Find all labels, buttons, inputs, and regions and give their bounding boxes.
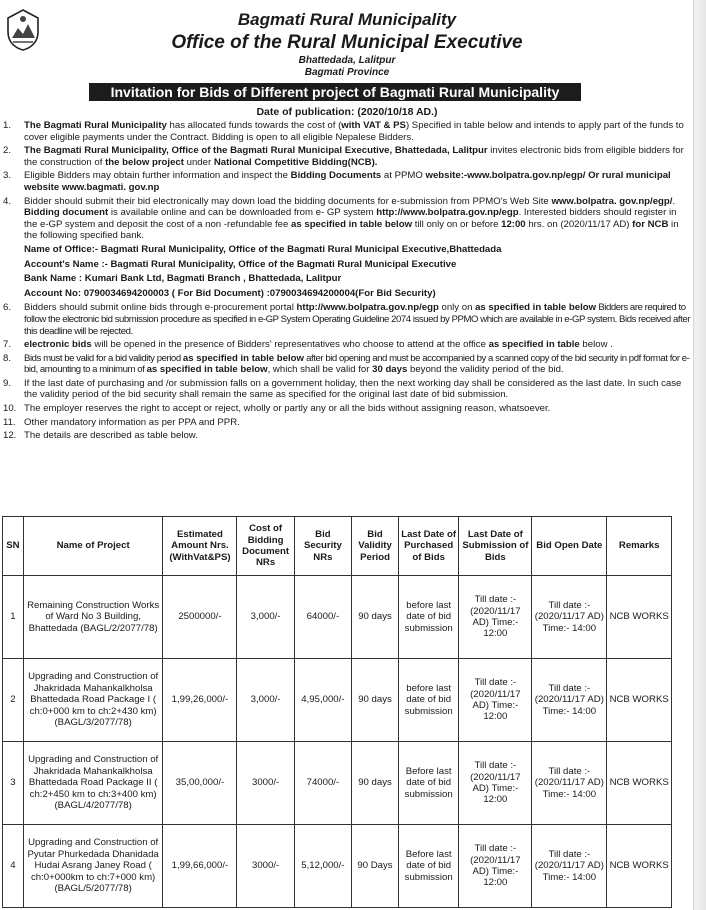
- item-text: below .: [579, 339, 613, 351]
- item-text: beyond the validity period of the bid.: [407, 364, 564, 376]
- table-cell: NCB WORKS: [607, 576, 672, 659]
- column-header: Bid Validity Period: [352, 517, 399, 576]
- column-header: Bid Open Date: [532, 517, 607, 576]
- item-text: electronic bids: [24, 339, 92, 351]
- notice-item: [0, 120, 690, 143]
- item-number: 12.: [3, 430, 17, 442]
- item-text: Bidders are required to follow the electronic bid submission procedure as specified in e-GP System Operating Guideline 2074 issued by PPMO which are available in e-GP system. Bids received after this deadline will be rejected.: [24, 302, 690, 337]
- table-cell: 1,99,26,000/-: [163, 659, 237, 742]
- item-number: 9.: [3, 377, 12, 389]
- column-header: Bid Security NRs: [294, 517, 351, 576]
- bank-info-line: Bank Name : Kumari Bank Ltd, Bagmati Branch , Bhattedada, Lalitpur: [24, 273, 342, 285]
- table-cell: Upgrading and Construction of Jhakridada Mahankalkholsa Bhattedada Road Package I ( ch:0+000 km to ch:2+430 km) (BAGL/3/2077/78): [23, 659, 163, 742]
- table-cell: 35,00,000/-: [163, 742, 237, 825]
- page-edge: [693, 0, 706, 910]
- item-text: as specified in table below: [146, 364, 268, 376]
- table-cell: NCB WORKS: [607, 742, 672, 825]
- item-number: 8.: [3, 352, 12, 364]
- table-cell: 3,000/-: [237, 659, 294, 742]
- notice-item: [0, 378, 690, 401]
- table-cell: Before last date of bid submission: [398, 825, 458, 908]
- column-header: Estimated Amount Nrs. (WithVat&PS): [163, 517, 237, 576]
- item-text: in the following specified bank.: [24, 218, 679, 242]
- item-text: as specified in table below: [182, 352, 304, 364]
- item-text: http://www.bolpatra.gov.np/egp: [296, 302, 439, 314]
- bank-info-line: Account's Name :- Bagmati Rural Municipality, Office of the Bagmati Rural Municipal Executive: [24, 258, 457, 270]
- table-cell: Till date :- (2020/11/17 AD) Time:- 12:00: [459, 576, 532, 659]
- item-text: ) Specified in table below and intends to apply part of the funds to cover eligible payments under the Contract. Bidding is open to all eligible Nepalese Bidders.: [24, 120, 684, 143]
- table-cell: Till date :- (2020/11/17 AD) Time:- 14:00: [532, 576, 607, 659]
- item-text: under: [183, 156, 214, 168]
- table-row: [3, 825, 672, 908]
- item-text: www.bolpatra. gov.np/egp/: [551, 195, 673, 207]
- table-cell: 90 days: [352, 742, 399, 825]
- table-cell: NCB WORKS: [607, 825, 672, 908]
- item-text: . Interested bidders should register in the e-GP system and deposit the cost of a non -refundable fee: [24, 207, 677, 230]
- item-text: Other mandatory information as per PPA and PPR.: [24, 416, 240, 428]
- notice-item: [0, 170, 690, 193]
- item-text: is available online and can be downloaded from e- GP system: [108, 207, 377, 219]
- item-text: Bids must be valid for a bid validity period: [24, 352, 183, 364]
- item-text: as specified in table: [488, 339, 580, 351]
- column-header: Remarks: [607, 517, 672, 576]
- table-cell: 1,99,66,000/-: [163, 825, 237, 908]
- notice-item: [0, 339, 690, 351]
- item-number: 11.: [3, 416, 16, 428]
- bank-info-line: Name of Office:- Bagmati Rural Municipality, Office of the Bagmati Rural Municipal Executive,Bhattedada: [24, 243, 502, 255]
- item-text: 12:00: [501, 218, 526, 230]
- item-text: 30 days: [372, 364, 408, 376]
- item-text: invites electronic bids from eligible bidders for the construction of: [24, 145, 684, 168]
- item-text: the below project: [105, 156, 184, 168]
- item-text: as specified in table below: [291, 218, 413, 230]
- item-text: The Bagmati Rural Municipality: [24, 120, 167, 131]
- notice-item: [0, 430, 690, 442]
- column-header: SN: [3, 517, 24, 576]
- table-cell: Upgrading and Construction of Jhakridada Mahankalkholsa Bhattedada Road Package II ( ch:2+450 km to ch:3+400 km) (BAGL/4/2077/78): [23, 742, 163, 825]
- column-header: Name of Project: [23, 517, 163, 576]
- table-cell: 74000/-: [294, 742, 351, 825]
- office-location: Bhattedada, Lalitpur: [298, 55, 396, 66]
- item-text: .: [672, 195, 676, 207]
- table-cell: 3000/-: [237, 742, 294, 825]
- table-cell: 90 days: [352, 659, 399, 742]
- table-cell: 64000/-: [294, 576, 351, 659]
- notice-item: [0, 353, 690, 376]
- table-cell: Till date :- (2020/11/17 AD) Time:- 12:00: [459, 825, 532, 908]
- table-header-row: [3, 517, 672, 576]
- table-cell: Till date :- (2020/11/17 AD) Time:- 12:00: [459, 742, 532, 825]
- item-text: only on: [438, 302, 476, 314]
- table-cell: Before last date of bid submission: [398, 742, 458, 825]
- table-cell: 2: [3, 659, 24, 742]
- column-header: Last Date of Submission of Bids: [459, 517, 532, 576]
- item-text: If the last date of purchasing and /or submission falls on a government holiday, then the next working day shall be considered as the last date. In such case the validity period of the bid security shall remain the same as specified for the original last date of bid submission.: [24, 377, 682, 401]
- item-text: Bidding Documents: [290, 170, 382, 182]
- table-cell: 4: [3, 825, 24, 908]
- item-number: 4.: [3, 195, 12, 207]
- notice-header: [0, 0, 694, 80]
- notice-item: [0, 403, 690, 415]
- table-cell: 1: [3, 576, 24, 659]
- table-row: [3, 659, 672, 742]
- item-text: at PPMO: [381, 170, 426, 182]
- table-cell: Remaining Construction Works of Ward No 3 Building, Bhattedada (BAGL/2/2077/78): [23, 576, 163, 659]
- table-cell: Till date :- (2020/11/17 AD) Time:- 12:00: [459, 659, 532, 742]
- item-text: Bidder should submit their bid electronically may down load the bidding documents for e-submission from PPMO's Web Site: [24, 195, 552, 207]
- notice-item: [0, 196, 690, 242]
- table-cell: 2500000/-: [163, 576, 237, 659]
- office-name: Office of the Rural Municipal Executive: [171, 32, 523, 53]
- table-cell: 4,95,000/-: [294, 659, 351, 742]
- column-header: Last Date of Purchased of Bids: [398, 517, 458, 576]
- item-text: with VAT & PS: [341, 120, 406, 131]
- item-text: hrs. on (2020/11/17 AD): [525, 218, 633, 230]
- table-cell: 90 Days: [352, 825, 399, 908]
- table-cell: NCB WORKS: [607, 659, 672, 742]
- bank-info-line: Account No: 0790034694200003 ( For Bid Document) :0790034694200004(For Bid Security): [24, 287, 436, 299]
- bids-table: [2, 516, 672, 908]
- table-cell: Upgrading and Construction of Pyutar Phurkedada Dhanidada Hudai Asrang Janey Road ( ch:0+000km to ch:7+000 km) (BAGL/5/2077/78): [23, 825, 163, 908]
- table-cell: before last date of bid submission: [398, 659, 458, 742]
- item-text: after bid opening and must be accompanied by a scanned copy of the bid security in pdf format for e-bid, amounting to a minimum of: [24, 352, 690, 376]
- table-cell: before last date of bid submission: [398, 576, 458, 659]
- item-text: Bidding document: [24, 207, 109, 219]
- table-cell: Till date :- (2020/11/17 AD) Time:- 14:00: [532, 659, 607, 742]
- item-number: 2.: [3, 145, 12, 157]
- item-text: Bidders should submit online bids through e-procurement portal: [24, 302, 297, 314]
- item-text: website:-www.bolpatra.gov.np/egp/ Or rural municipal website www.bagmati. gov.np: [24, 170, 671, 193]
- item-text: http://www.bolpatra.gov.np/egp: [376, 207, 519, 219]
- item-text: , which shall be valid for: [267, 364, 373, 376]
- item-text: The details are described as table below.: [24, 430, 198, 442]
- item-text: till only on or before: [412, 218, 502, 230]
- notice-body: [0, 120, 690, 444]
- notice-item: [0, 417, 690, 429]
- item-text: has allocated funds towards the cost of (: [166, 120, 342, 131]
- item-number: 6.: [3, 302, 12, 314]
- table-row: [3, 576, 672, 659]
- table-row: [3, 742, 672, 825]
- notice-item: [0, 302, 690, 337]
- table-cell: 3,000/-: [237, 576, 294, 659]
- item-text: National Competitive Bidding(NCB).: [213, 156, 378, 168]
- item-text: Eligible Bidders may obtain further information and inspect the: [24, 170, 291, 182]
- item-number: 1.: [3, 120, 12, 131]
- item-text: for NCB: [632, 218, 669, 230]
- table-cell: Till date :- (2020/11/17 AD) Time:- 14:00: [532, 742, 607, 825]
- item-number: 3.: [3, 170, 12, 182]
- table-cell: 90 days: [352, 576, 399, 659]
- item-number: 7.: [3, 339, 12, 351]
- notice-item: [0, 145, 690, 168]
- item-text: The Bagmati Rural Municipality, Office of the Bagmati Rural Municipal Executive, Bhattedada, Lalitpur: [24, 145, 488, 157]
- publication-date: Date of publication: (2020/10/18 AD.): [256, 106, 438, 118]
- item-text: will be opened in the presence of Bidders' representatives who choose to attend at the office: [91, 339, 489, 351]
- table-cell: 3: [3, 742, 24, 825]
- item-text: The employer reserves the right to accept or reject, wholly or partly any or all the bids without assigning reason, whatsoever.: [24, 403, 551, 415]
- table-cell: 5,12,000/-: [294, 825, 351, 908]
- table-cell: Till date :- (2020/11/17 AD) Time:- 14:00: [532, 825, 607, 908]
- province-name: Bagmati Province: [304, 67, 390, 78]
- item-number: 10.: [3, 403, 17, 415]
- table-cell: 3000/-: [237, 825, 294, 908]
- item-text: as specified in table below: [475, 302, 597, 314]
- municipality-name: Bagmati Rural Municipality: [237, 10, 457, 29]
- notice-title-banner: Invitation for Bids of Different project of Bagmati Rural Municipality: [89, 83, 581, 101]
- column-header: Cost of Bidding Document NRs: [237, 517, 294, 576]
